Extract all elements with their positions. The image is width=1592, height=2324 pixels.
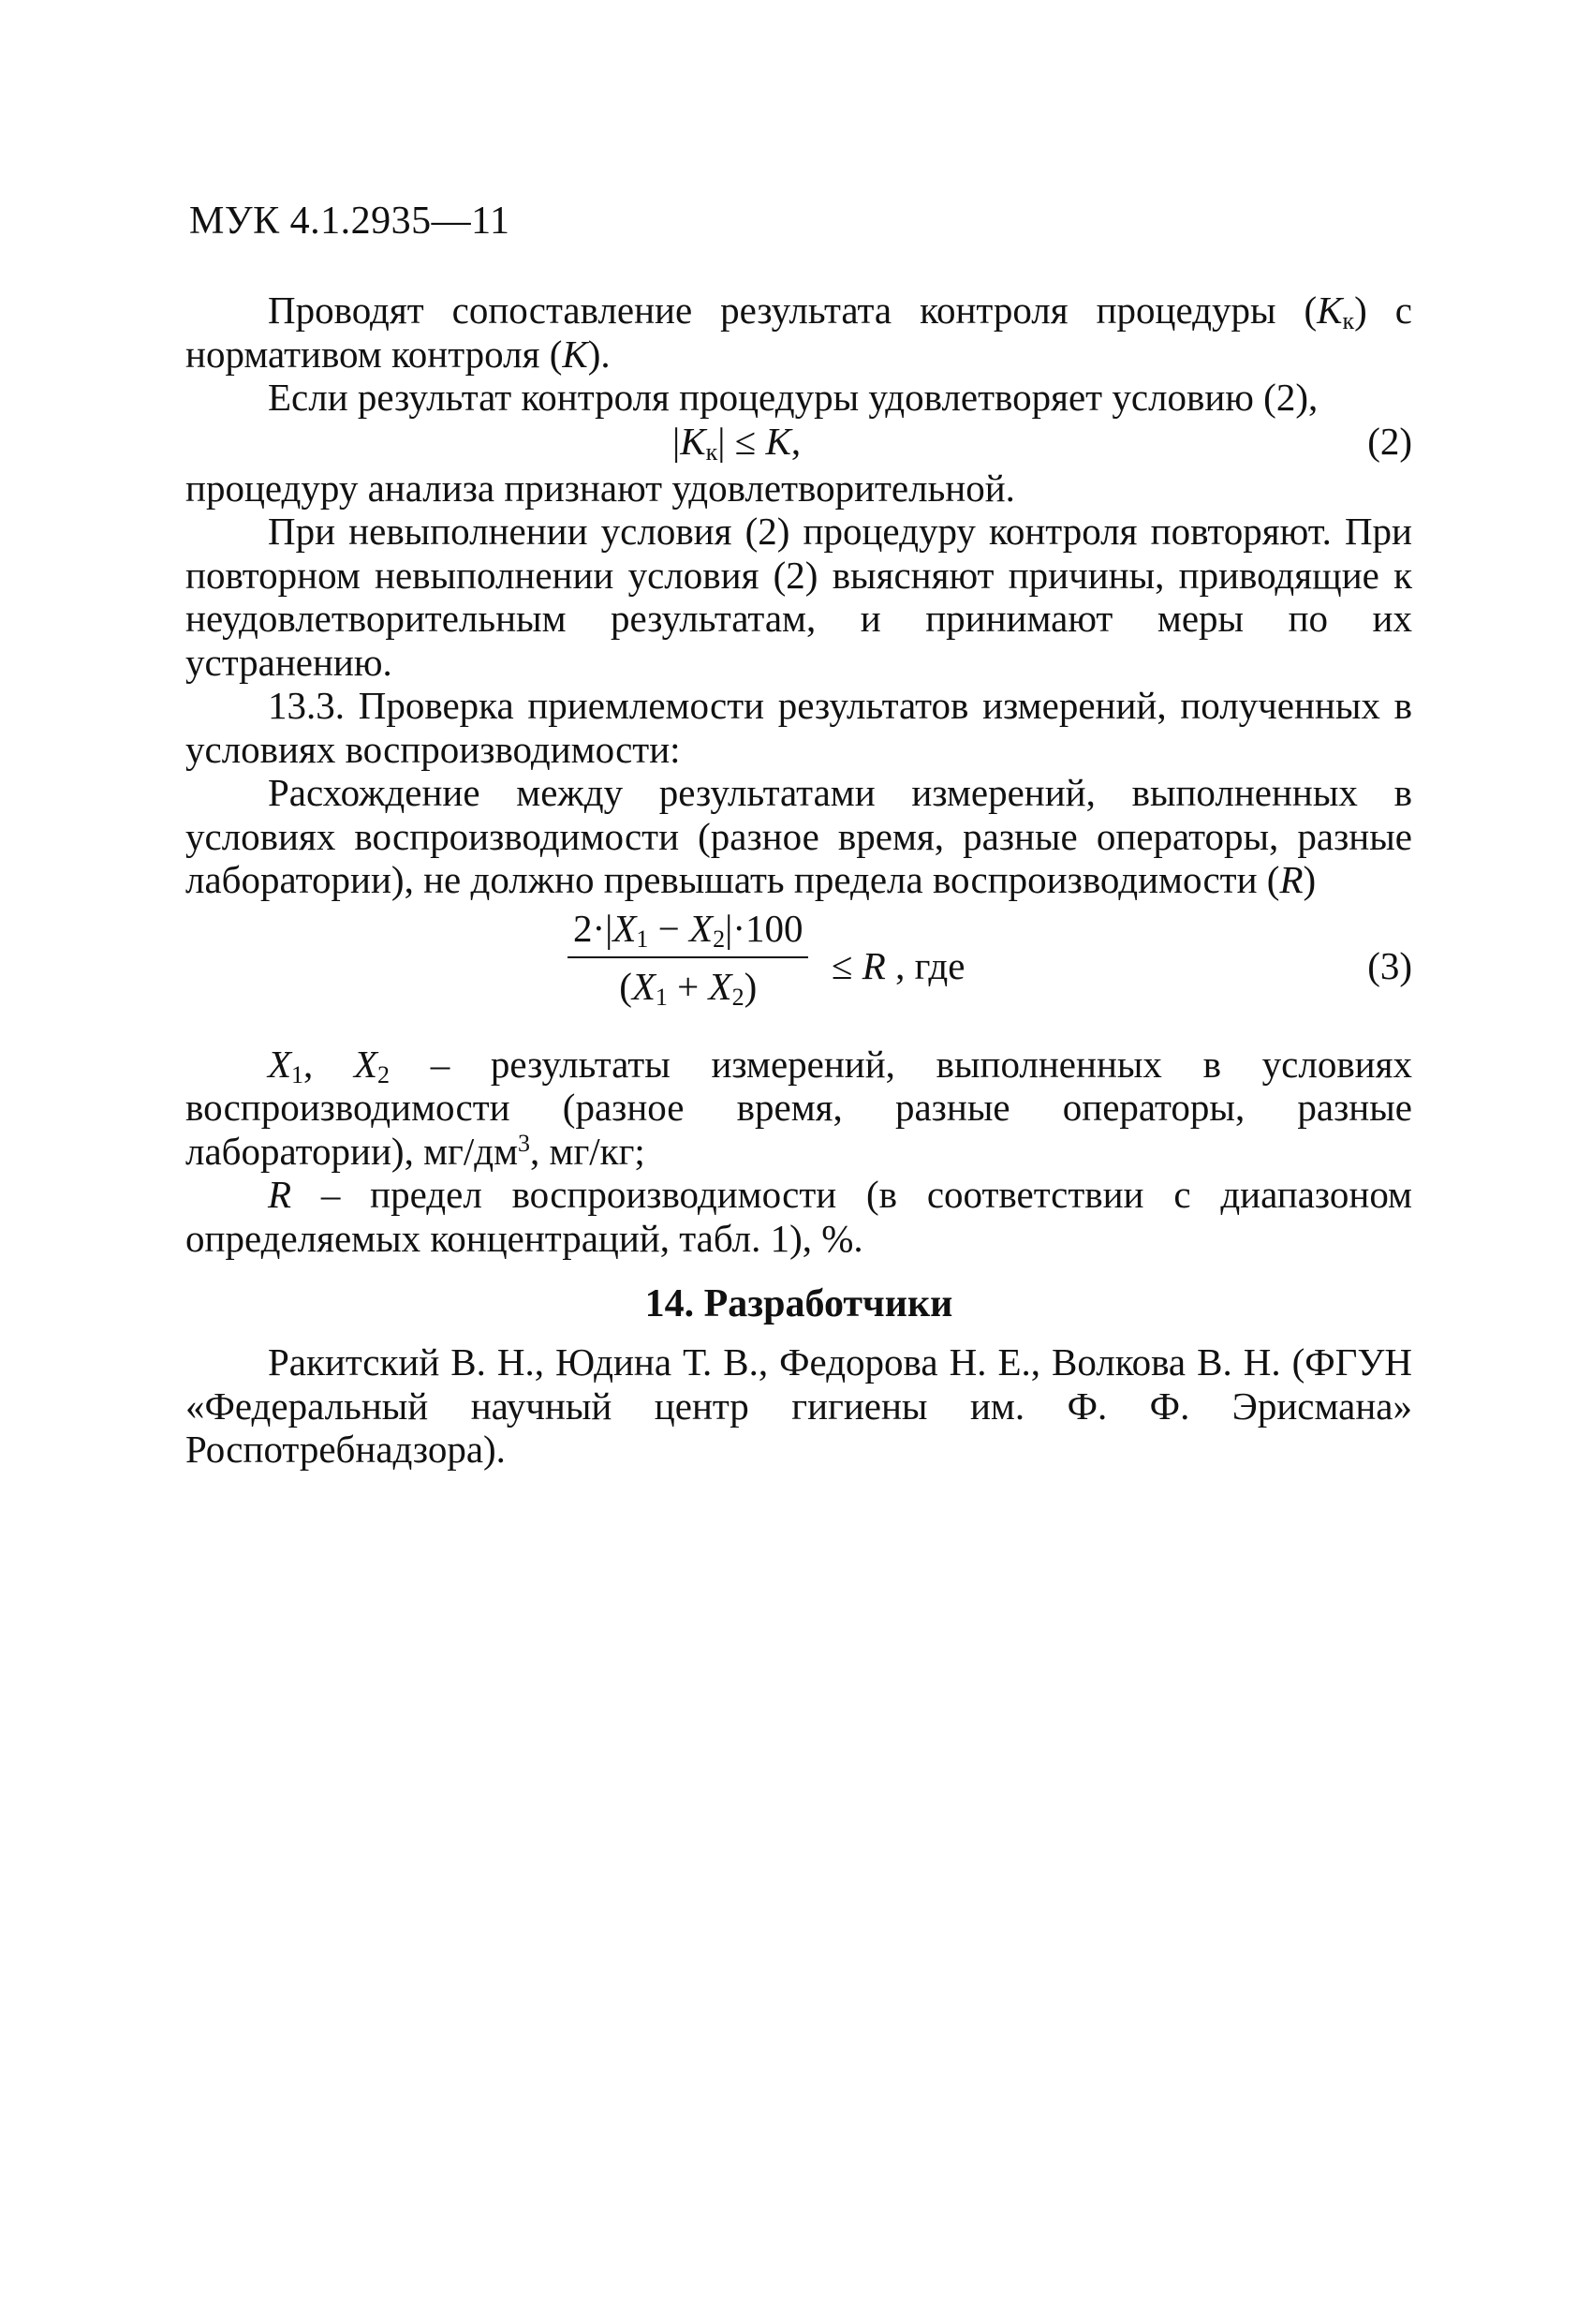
- paragraph-comparison: [185, 289, 1412, 376]
- var-x: X: [612, 906, 637, 950]
- text-span: – предел воспроизводимости (в соответствии с диапазоном определяемых концентраций, табл. 1), %.: [185, 1173, 1412, 1260]
- paragraph-x-definition: [185, 1043, 1412, 1174]
- abs-bar: |: [672, 419, 681, 463]
- paragraph-r-definition: [185, 1173, 1412, 1260]
- minus-sign: −: [648, 906, 690, 950]
- subscript: к: [705, 437, 718, 466]
- paragraph-satisfactory: процедуру анализа признают удовлетворительной.: [185, 466, 1015, 510]
- document-body: [185, 289, 1412, 1472]
- subscript: 1: [655, 983, 668, 1011]
- relation-sign: ≤: [725, 419, 766, 463]
- text-span: ).: [587, 332, 611, 376]
- text-span: , где: [885, 943, 966, 987]
- subscript: 2: [377, 1060, 391, 1088]
- text-span: , мг/кг;: [530, 1129, 645, 1173]
- formula-2: [185, 420, 1412, 466]
- text-span: Расхождение между результатами измерений, выполненных в условиях воспроизводимости (разное время, разные операторы, разные лаборатории), не должно превышать предела воспроизводимости (: [185, 771, 1412, 901]
- relation-sign: ≤: [832, 943, 862, 987]
- paren: (: [619, 964, 632, 1008]
- formula-3-fraction: [568, 906, 808, 1009]
- subscript: 2: [713, 925, 726, 953]
- var-r: R: [862, 943, 886, 987]
- formula-2-expression: [672, 420, 801, 464]
- var-x: X: [708, 964, 732, 1008]
- text-span: Проводят сопоставление результата контроля процедуры (: [268, 289, 1318, 332]
- text-span: ·100: [732, 906, 803, 950]
- text-span: ,: [303, 1042, 354, 1086]
- text-span: ) с нормативом контроля (: [185, 289, 1412, 376]
- superscript: 3: [518, 1129, 531, 1157]
- fraction-denominator: [568, 958, 808, 1009]
- equation-number-2: (2): [1367, 419, 1412, 463]
- subscript: к: [1342, 307, 1355, 334]
- text-span: – результаты измерений, выполненных в условиях воспроизводимости (разное время, разные операторы, разные лаборатории), мг/дм: [185, 1042, 1412, 1173]
- paragraph-repeat-control: При невыполнении условия (2) процедуру контроля повторяют. При повторном невыполнении условия (2) выясняют причины, приводящие к неудовлетворительным результатам, и принимают меры по их устранению.: [185, 510, 1412, 684]
- text-span: ,: [790, 419, 802, 463]
- section-title-developers: 14. Разработчики: [644, 1282, 953, 1325]
- document-code: МУК 4.1.2935—11: [189, 200, 510, 243]
- paren: ): [744, 964, 758, 1008]
- var-r: R: [268, 1173, 292, 1216]
- abs-bar: |: [717, 419, 726, 463]
- paragraph-13-3: 13.3. Проверка приемлемости результатов измерений, полученных в условиях воспроизводимости:: [185, 684, 1412, 771]
- var-x: X: [268, 1042, 292, 1086]
- paragraph-developers: Ракитский В. Н., Юдина Т. В., Федорова Н. Е., Волкова В. Н. (ФГУН «Федеральный научный центр гигиены им. Ф. Ф. Эрисмана» Роспотребнадзора).: [185, 1340, 1412, 1471]
- var-x: X: [353, 1042, 378, 1086]
- plus-sign: +: [667, 964, 709, 1008]
- var-k: K: [562, 332, 588, 376]
- formula-3-relation: [832, 943, 965, 988]
- paragraph-discrepancy: [185, 771, 1412, 902]
- paragraph-condition: Если результат контроля процедуры удовлетворяет условию (2),: [268, 376, 1319, 419]
- text-span: ): [1303, 858, 1317, 901]
- var-k: K: [1317, 289, 1343, 332]
- fraction-numerator: [568, 906, 808, 958]
- formula-3: [185, 906, 1412, 1037]
- var-x: X: [689, 906, 714, 950]
- subscript: 1: [636, 925, 649, 953]
- abs-bar: |: [605, 906, 613, 950]
- equation-number-3: (3): [1367, 943, 1412, 987]
- subscript: 2: [731, 983, 744, 1011]
- var-k: K: [765, 419, 791, 463]
- var-r: R: [1279, 858, 1304, 901]
- subscript: 1: [291, 1060, 304, 1088]
- var-k: K: [680, 419, 706, 463]
- var-x: X: [631, 964, 656, 1008]
- text-span: 2·: [573, 906, 606, 950]
- abs-bar: |: [725, 906, 733, 950]
